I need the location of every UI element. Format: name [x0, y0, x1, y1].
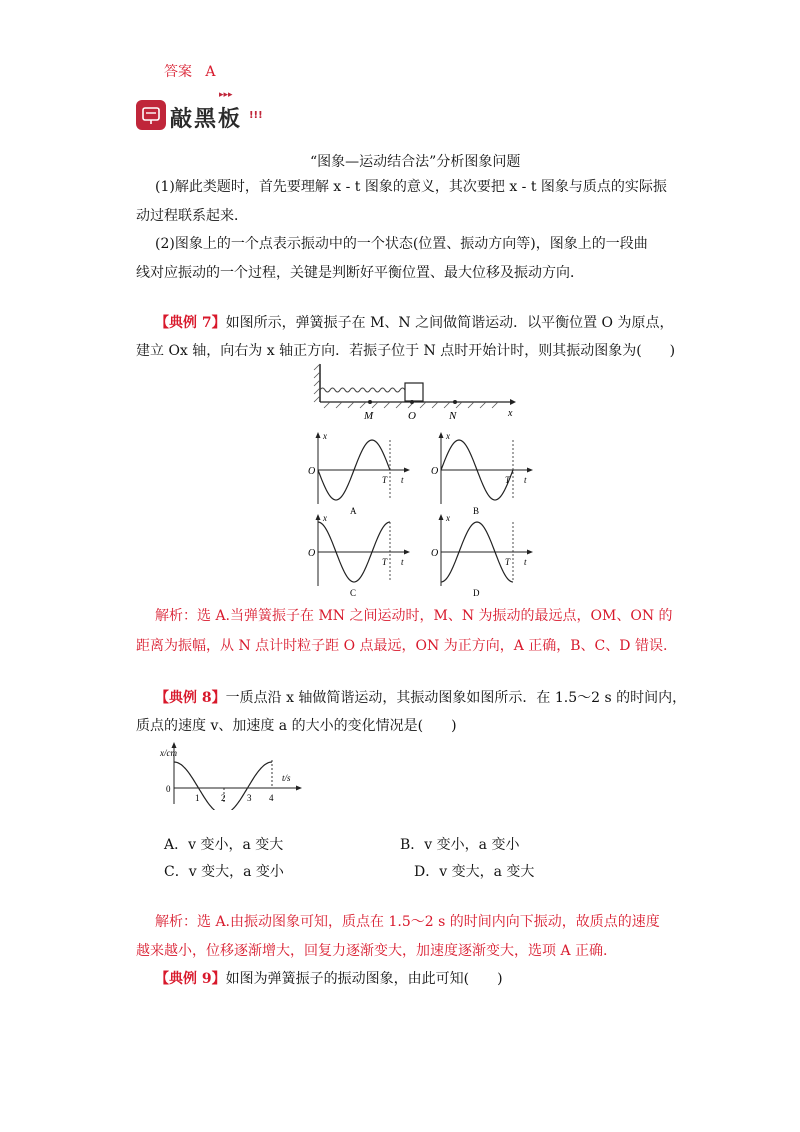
ex7-solution-line2: 距离为振幅，从 N 点计时粒子距 O 点最远，ON 为正方向，A 正确，B、C、D 错误.	[136, 638, 668, 654]
option-A-origin: O	[308, 466, 316, 477]
blackboard-icon	[136, 100, 166, 130]
option-C-origin: O	[308, 548, 316, 559]
option-A-T: T	[382, 475, 388, 485]
label-x-axis: x	[508, 408, 513, 419]
option-A-t: t	[401, 475, 404, 485]
ex8-origin: 0	[166, 784, 171, 794]
option-D-label: D	[473, 588, 480, 598]
option-C-xlabel: x	[323, 513, 327, 523]
ex7-q1: 如图所示，弹簧振子在 M、N 之间做简谐运动．以平衡位置 O 为原点，	[225, 315, 674, 331]
label-O: O	[408, 410, 416, 422]
option-D-origin: O	[431, 548, 439, 559]
ex7-question-line1	[155, 312, 695, 334]
tip-p1-line1: (1)解此类题时，首先要理解 x - t 图象的意义，其次要把 x - t 图象与质点的实际振	[155, 179, 667, 195]
badge-arrows: ▸▸▸	[219, 90, 233, 100]
option-B-origin: O	[431, 466, 439, 477]
tip-p1-line2: 动过程联系起来．	[136, 208, 248, 224]
choice-B: B．v 变小，a 变小	[400, 837, 520, 853]
badge-marks: !!!	[249, 110, 263, 121]
ex8-vibration-graph	[158, 740, 308, 810]
option-graph-A	[302, 430, 412, 516]
ex9-question-line1	[155, 968, 695, 990]
option-D-xlabel: x	[446, 513, 450, 523]
ex8-tick-4: 4	[269, 793, 274, 803]
option-C-T: T	[382, 557, 388, 567]
ex8-tag: 【典例 8】	[155, 690, 226, 706]
option-B-T: T	[505, 475, 511, 485]
ex8-question-line2: 质点的速度 v、加速度 a 的大小的变化情况是( )	[136, 718, 457, 734]
choice-A: A．v 变小，a 变大	[164, 837, 284, 853]
badge-title: 敲黑板	[170, 107, 243, 132]
ex8-tick-2: 2	[221, 793, 226, 803]
answer-value: A	[205, 64, 216, 80]
option-A-xlabel: x	[323, 431, 327, 441]
ex9-tag: 【典例 9】	[155, 971, 226, 987]
ex8-xlabel: t/s	[282, 773, 291, 783]
answer-line	[164, 61, 215, 81]
spring-oscillator-figure	[312, 360, 522, 422]
ex7-solution-line1: 解析：选 A.当弹簧振子在 MN 之间运动时，M、N 为振动的最远点，OM、ON 的	[155, 608, 673, 624]
ex7-tag: 【典例 7】	[155, 315, 226, 331]
tip-p2-line1: (2)图象上的一个点表示振动中的一个状态(位置、振动方向等)，图象上的一段曲	[155, 236, 648, 252]
ex8-tick-1: 1	[195, 793, 200, 803]
label-M: M	[364, 410, 374, 422]
ex8-tick-3: 3	[247, 793, 252, 803]
option-B-label: B	[473, 506, 480, 516]
ex7-question-line2: 建立 Ox 轴，向右为 x 轴正方向．若振子位于 N 点时开始计时，则其振动图象为( )	[136, 343, 676, 359]
ex9-q1: 如图为弹簧振子的振动图象，由此可知( )	[225, 971, 503, 987]
choice-C: C．v 变大，a 变小	[164, 864, 284, 880]
label-N: N	[449, 410, 457, 422]
knock-blackboard-badge	[136, 90, 276, 132]
option-A-label: A	[350, 506, 357, 516]
choice-D: D．v 变大，a 变大	[414, 864, 535, 880]
option-C-t: t	[401, 557, 404, 567]
ex8-ylabel: x/cm	[160, 748, 177, 758]
option-D-T: T	[505, 557, 511, 567]
ex8-q1: 一质点沿 x 轴做简谐运动，其振动图象如图所示．在 1.5～2 s 的时间内，	[225, 690, 687, 706]
option-graph-D	[425, 512, 535, 598]
option-B-xlabel: x	[446, 431, 450, 441]
option-C-label: C	[350, 588, 357, 598]
option-graph-B	[425, 430, 535, 516]
option-D-t: t	[524, 557, 527, 567]
ex8-question-line1	[155, 687, 695, 709]
option-graph-C	[302, 512, 412, 598]
answer-label: 答案	[164, 64, 192, 80]
tip-title: “图象—运动结合法”分析图象问题	[310, 154, 521, 170]
option-B-t: t	[524, 475, 527, 485]
ex8-solution-line2: 越来越小，位移逐渐增大，回复力逐渐变大，加速度逐渐变大，选项 A 正确.	[136, 943, 608, 959]
ex8-solution-line1: 解析：选 A.由振动图象可知，质点在 1.5～2 s 的时间内向下振动，故质点的速度	[155, 914, 660, 930]
tip-p2-line2: 线对应振动的一个过程，关键是判断好平衡位置、最大位移及振动方向．	[136, 265, 584, 281]
